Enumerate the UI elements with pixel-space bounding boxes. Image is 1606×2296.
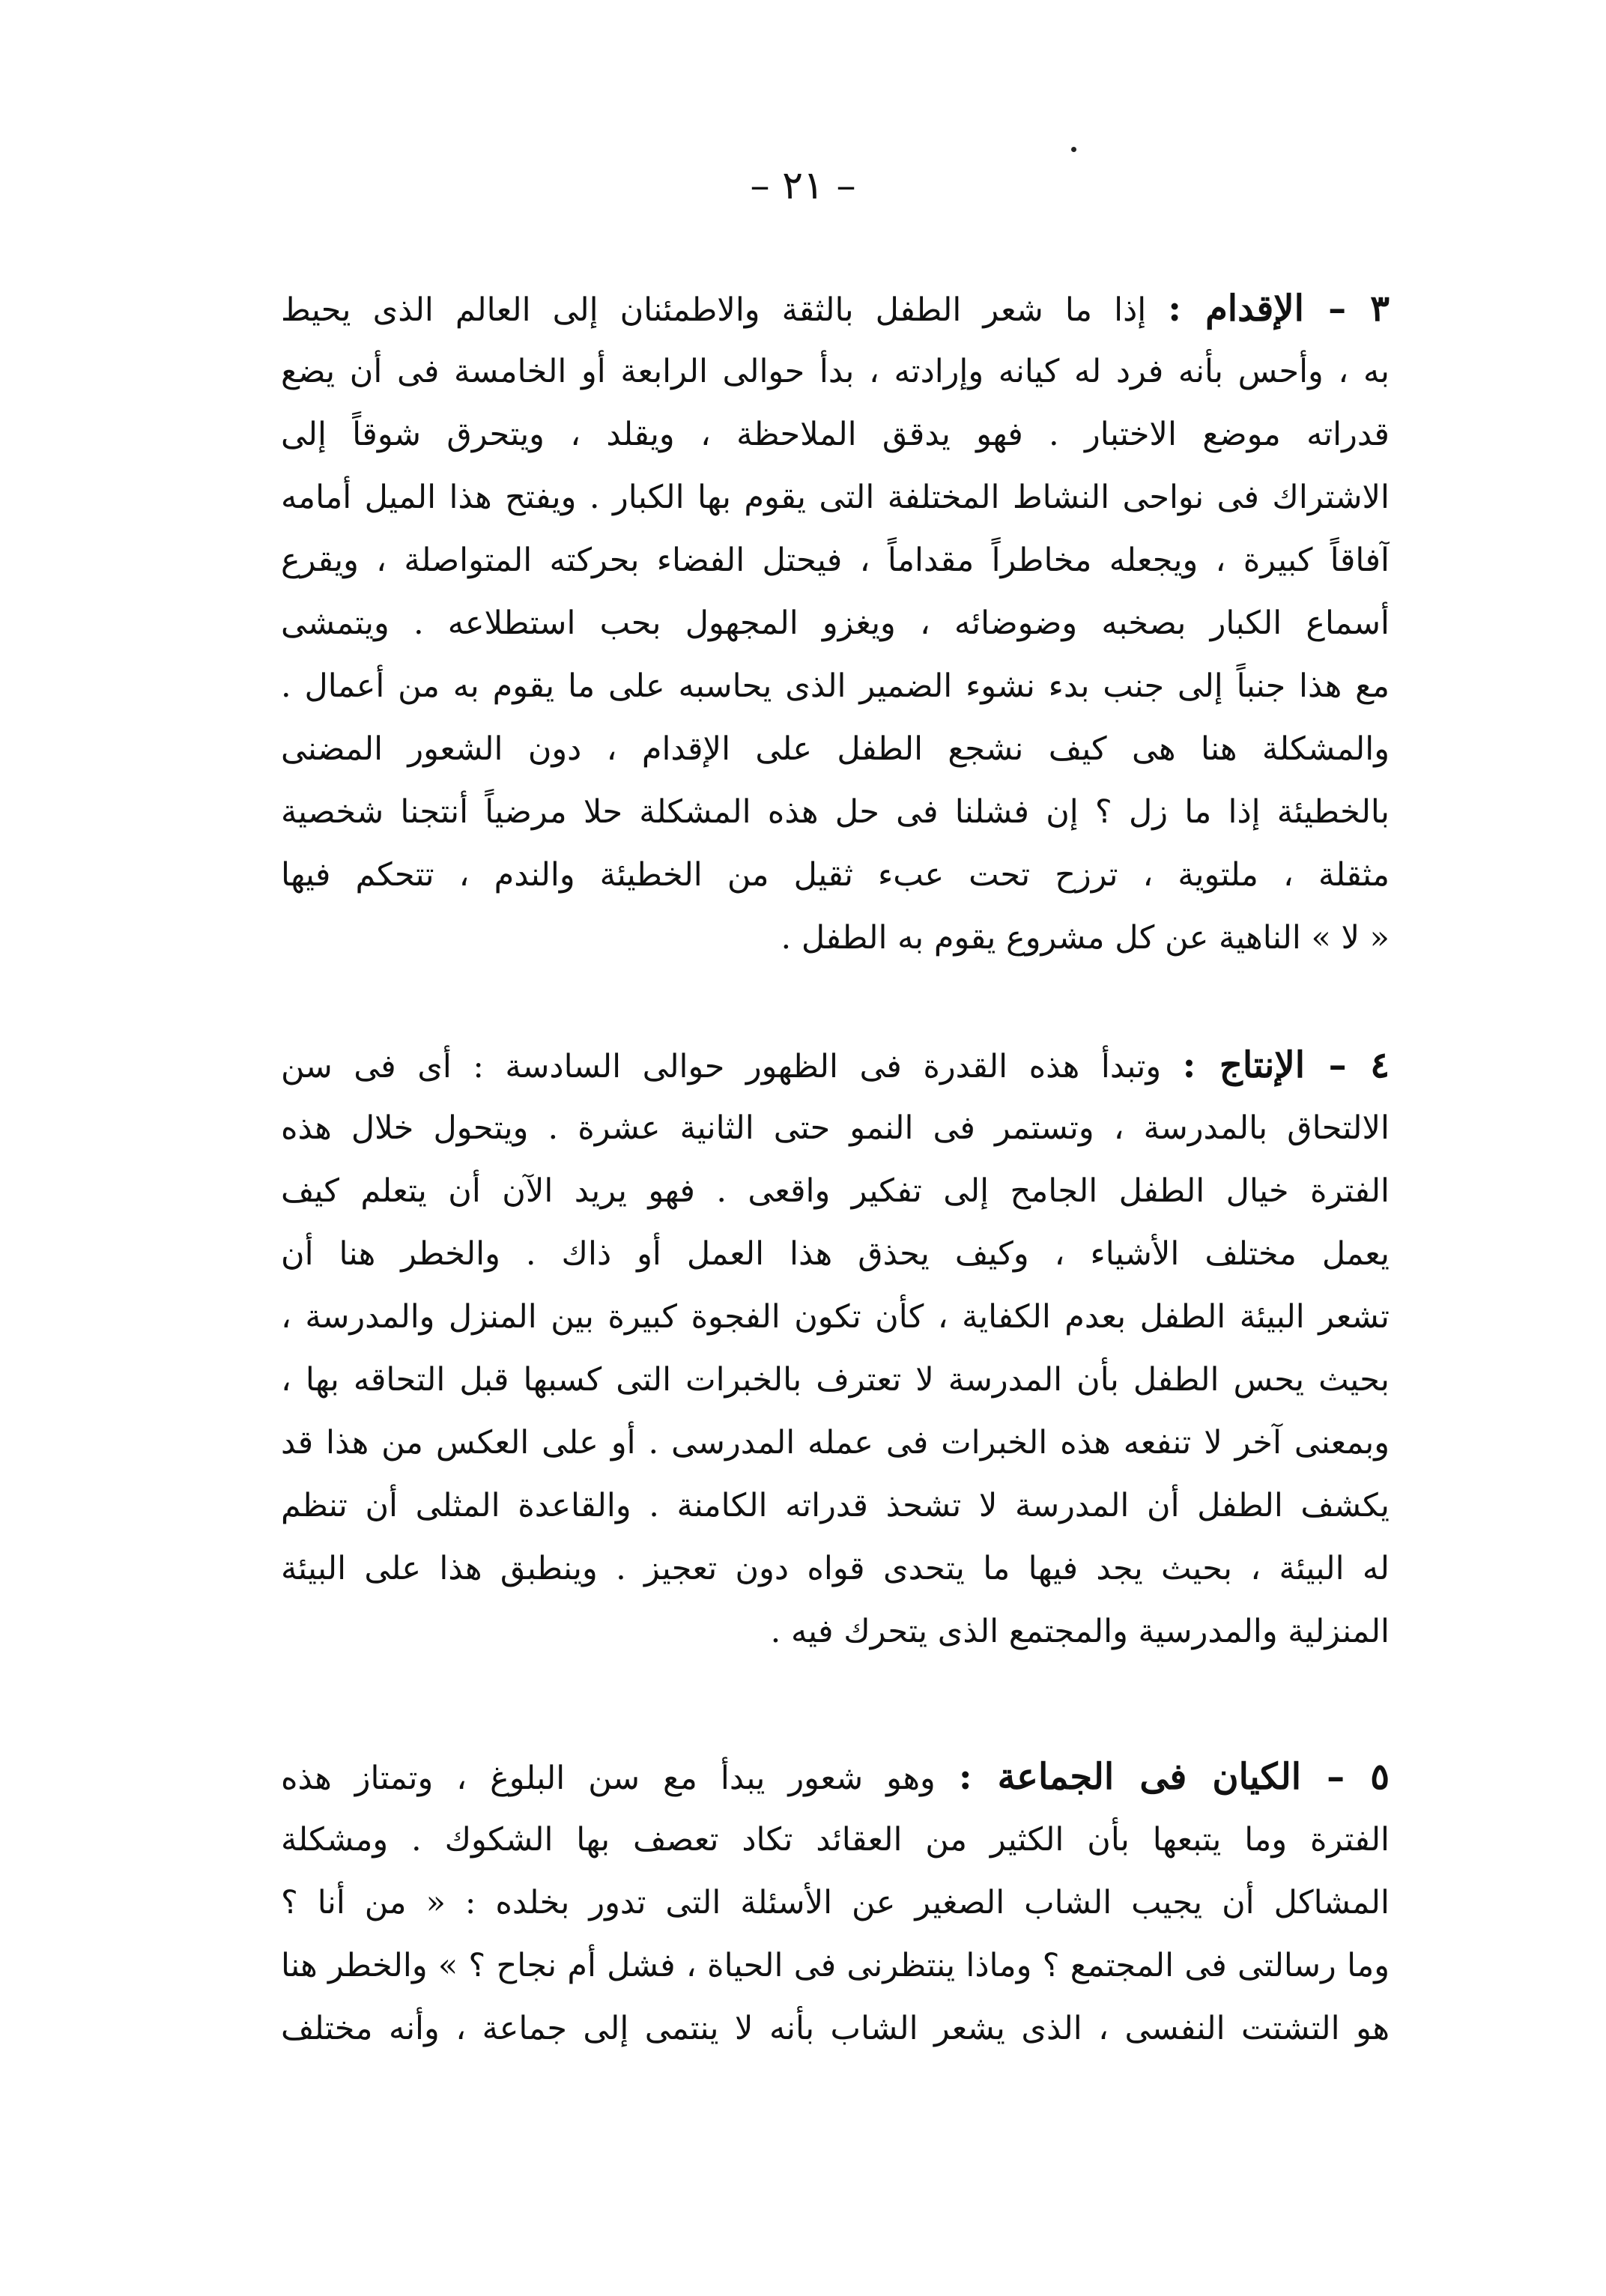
paragraph-line: بالخطيئة إذا ما زل ؟ إن فشلنا فى حل هذه المشكلة حلا مرضياً أنتجنا شخصية: [281, 793, 1390, 831]
paragraph-line: [281, 1745, 1390, 1808]
line-text: وهو شعور يبدأ مع سن البلوغ ، وتمتاز هذه: [281, 1760, 936, 1797]
paragraph-heading: ٤ – الإنتاج :: [1182, 1044, 1390, 1086]
paragraph-heading: ٣ – الإقدام :: [1168, 288, 1390, 330]
paragraph-intaj: [281, 1034, 1390, 1663]
page-number: – ٢١ –: [750, 163, 856, 208]
paragraph-line: « لا » الناهية عن كل مشروع يقوم به الطفل .: [781, 919, 1390, 957]
paragraph-line: تشعر البيئة الطفل بعدم الكفاية ، كأن تكون الفجوة كبيرة بين المنزل والمدرسة ،: [281, 1298, 1390, 1336]
paragraph-line: الاشتراك فى نواحى النشاط المختلفة التى يقوم بها الكبار . ويفتح هذا الميل أمامه: [281, 479, 1390, 516]
paragraph-line: وما رسالتى فى المجتمع ؟ وماذا ينتظرنى فى الحياة ، فشل أم نجاح ؟ » والخطر هنا: [281, 1947, 1390, 1984]
paragraph-line: والمشكلة هنا هى كيف نشجع الطفل على الإقدام ، دون الشعور المضنى: [281, 730, 1390, 768]
paragraph-line: المنزلية والمدرسية والمجتمع الذى يتحرك فيه .: [770, 1613, 1390, 1650]
paragraph-line: [281, 1034, 1390, 1097]
paragraph-line: يعمل مختلف الأشياء ، وكيف يحذق هذا العمل أو ذاك . والخطر هنا أن: [281, 1235, 1390, 1273]
stray-dot: [1071, 147, 1076, 152]
paragraph-line: هو التشتت النفسى ، الذى يشعر الشاب بأنه لا ينتمى إلى جماعة ، وأنه مختلف: [281, 2010, 1390, 2047]
paragraph-line: الفترة خيال الطفل الجامح إلى تفكير واقعى . فهو يريد الآن أن يتعلم كيف: [281, 1172, 1390, 1210]
paragraph-line: قدراته موضع الاختبار . فهو يدقق الملاحظة ، ويقلد ، ويتحرق شوقاً إلى: [281, 416, 1390, 453]
paragraph-line: آفاقاً كبيرة ، ويجعله مخاطراً مقداماً ، فيحتل الفضاء بحركته المتواصلة ، ويقرع: [281, 542, 1390, 579]
paragraph-line: وبمعنى آخر لا تنفعه هذه الخبرات فى عمله المدرسى . أو على العكس من هذا قد: [281, 1424, 1390, 1461]
paragraph-iqdam: [281, 277, 1390, 969]
paragraph-line: أسماع الكبار بصخبه وضوضائه ، ويغزو المجهول بحب استطلاعه . ويتمشى: [281, 605, 1390, 642]
line-text: وتبدأ هذه القدرة فى الظهور حوالى السادسة : أى فى سن: [281, 1048, 1162, 1085]
paragraph-line: [281, 277, 1390, 340]
paragraph-line: الالتحاق بالمدرسة ، وتستمر فى النمو حتى الثانية عشرة . ويتحول خلال هذه: [281, 1109, 1390, 1147]
paragraph-line: به ، وأحس بأنه فرد له كيانه وإرادته ، بدأ حوالى الرابعة أو الخامسة فى أن يضع: [281, 353, 1390, 390]
paragraph-heading: ٥ – الكيان فى الجماعة :: [958, 1756, 1390, 1798]
paragraph-line: بحيث يحس الطفل بأن المدرسة لا تعترف بالخبرات التى كسبها قبل التحاقه بها ،: [281, 1361, 1390, 1399]
paragraph-line: له البيئة ، بحيث يجد فيها ما يتحدى قواه دون تعجيز . وينطبق هذا على البيئة: [281, 1550, 1390, 1587]
paragraph-line: مثقلة ، ملتوية ، ترزح تحت عبء ثقيل من الخطيئة والندم ، تتحكم فيها: [281, 856, 1390, 894]
paragraph-line: المشاكل أن يجيب الشاب الصغير عن الأسئلة التى تدور بخلده : « من أنا ؟: [281, 1884, 1390, 1921]
paragraph-kayan-fi-aljamaa: [281, 1745, 1390, 2060]
paragraph-line: الفترة وما يتبعها بأن الكثير من العقائد تكاد تعصف بها الشكوك . ومشكلة: [281, 1821, 1390, 1859]
paragraph-line: مع هذا جنباً إلى جنب بدء نشوء الضمير الذى يحاسبه على ما يقوم به من أعمال .: [281, 667, 1390, 705]
line-text: إذا ما شعر الطفل بالثقة والاطمئنان إلى العالم الذى يحيط: [281, 291, 1147, 329]
paragraph-line: يكشف الطفل أن المدرسة لا تشحذ قدراته الكامنة . والقاعدة المثلى أن تنظم: [281, 1487, 1390, 1524]
